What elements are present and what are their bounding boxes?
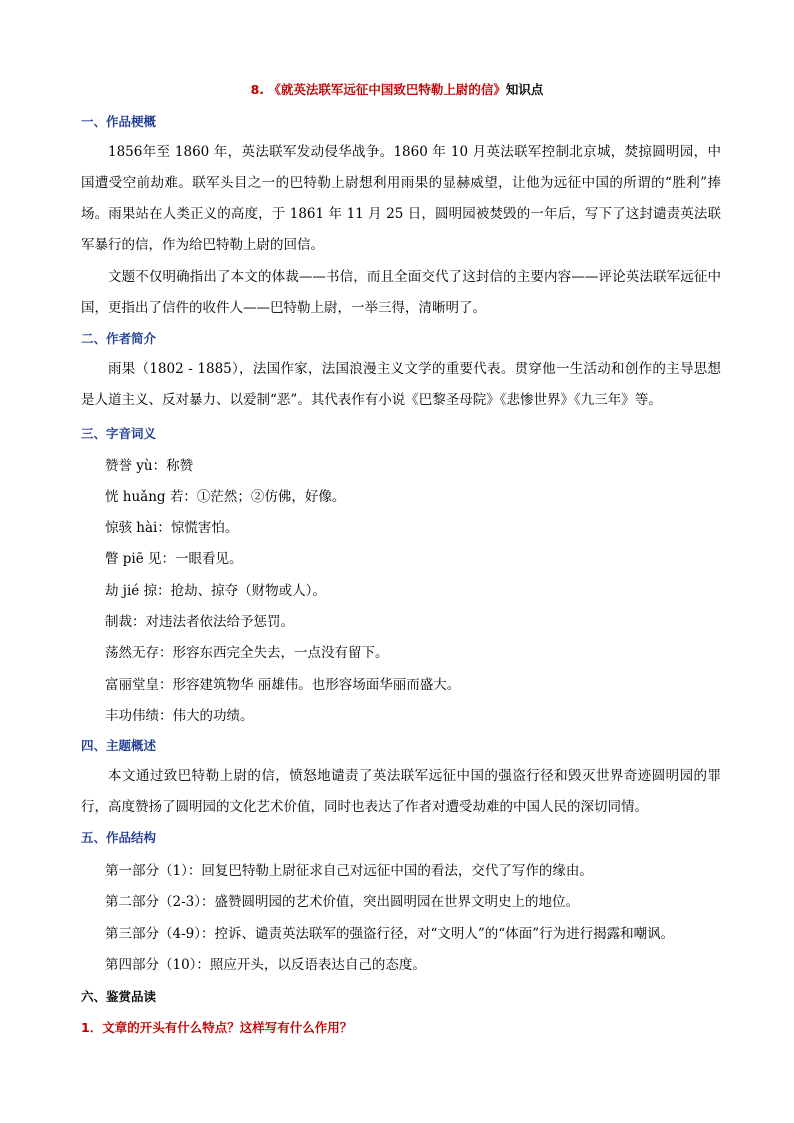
structure-item: 第一部分（1）：回复巴特勒上尉征求自己对远征中国的看法，交代了写作的缘由。 — [105, 863, 593, 879]
vocab-item: 惊骇 hài：惊慌害怕。 — [105, 520, 239, 536]
document-title — [0, 80, 794, 100]
author-paragraph: 雨果（1802 - 1885），法国作家，法国浪漫主义文学的重要代表。贯穿他一生活动和创作的主导思想是人道主义、反对暴力、以爱制“恶”。其代表作有小说《巴黎圣母院》《悲惨世界》《九三年》等。 — [81, 361, 721, 408]
heading-structure: 五、作品结构 — [81, 830, 157, 845]
vocab-item: 瞥 piē 见：一眼看见。 — [105, 551, 243, 567]
heading-appreciation: 六、鉴赏品读 — [81, 989, 157, 1004]
vocab-item: 丰功伟绩：伟大的功绩。 — [105, 708, 254, 724]
vocab-item: 富丽堂皇：形容建筑物华 丽雄伟。也形容场面华丽而盛大。 — [105, 677, 461, 693]
structure-item: 第三部分（4-9）：控诉、谴责英法联军的强盗行径，对“文明人”的“体面”行为进行揭露和嘲讽。 — [105, 926, 675, 942]
title-suffix: 知识点 — [505, 82, 544, 97]
theme-paragraph: 本文通过致巴特勒上尉的信，愤怒地谴责了英法联军远征中国的强盗行径和毁灭世界奇迹圆明园的罪行，高度赞扬了圆明园的文化艺术价值，同时也表达了作者对遭受劫难的中国人民的深切同情。 — [81, 768, 721, 815]
appreciation-question: 1．文章的开头有什么特点？这样写有什么作用？ — [81, 1020, 353, 1035]
vocab-item: 劫 jié 掠：抢劫、掠夺（财物或人）。 — [105, 583, 326, 599]
structure-item: 第二部分（2-3）：盛赞圆明园的艺术价值，突出圆明园在世界文明史上的地位。 — [105, 894, 579, 910]
heading-author: 二、作者简介 — [81, 331, 157, 346]
structure-item: 第四部分（10）：照应开头，以反语表达自己的态度。 — [105, 957, 426, 973]
vocab-item: 制裁：对违法者依法给予惩罚。 — [105, 614, 294, 630]
overview-paragraph-2: 文题不仅明确指出了本文的体裁——书信，而且全面交代了这封信的主要内容——评论英法联军远征中国，更指出了信件的收件人——巴特勒上尉，一举三得，清晰明了。 — [81, 269, 721, 316]
vocab-item: 赞誉 yù：称赞 — [105, 458, 194, 474]
heading-overview: 一、作品梗概 — [81, 114, 157, 129]
vocab-item: 恍 huǎng 若：①茫然；②仿佛，好像。 — [105, 489, 346, 505]
heading-theme: 四、主题概述 — [81, 738, 157, 753]
title-number: 8. — [250, 82, 265, 97]
vocab-item: 荡然无存：形容东西完全失去，一点没有留下。 — [105, 645, 389, 661]
overview-paragraph-1: 1856年至 1860 年，英法联军发动侵华战争。1860 年 10 月英法联军控制北京城，焚掠圆明园，中国遭受空前劫难。联军头目之一的巴特勒上尉想利用雨果的显赫威望，让他为远征中国的所谓的“胜利”捧场。雨果站在人类正义的高度，于 1861 年 11 月 25 日，圆明园被焚毁的一年后，写下了这封谴责英法联军暴行的信，作为给巴特勒上尉的回信。 — [81, 144, 721, 253]
title-name: 《就英法联军远征中国致巴特勒上尉的信》 — [268, 82, 506, 97]
heading-vocab: 三、字音词义 — [81, 426, 157, 441]
